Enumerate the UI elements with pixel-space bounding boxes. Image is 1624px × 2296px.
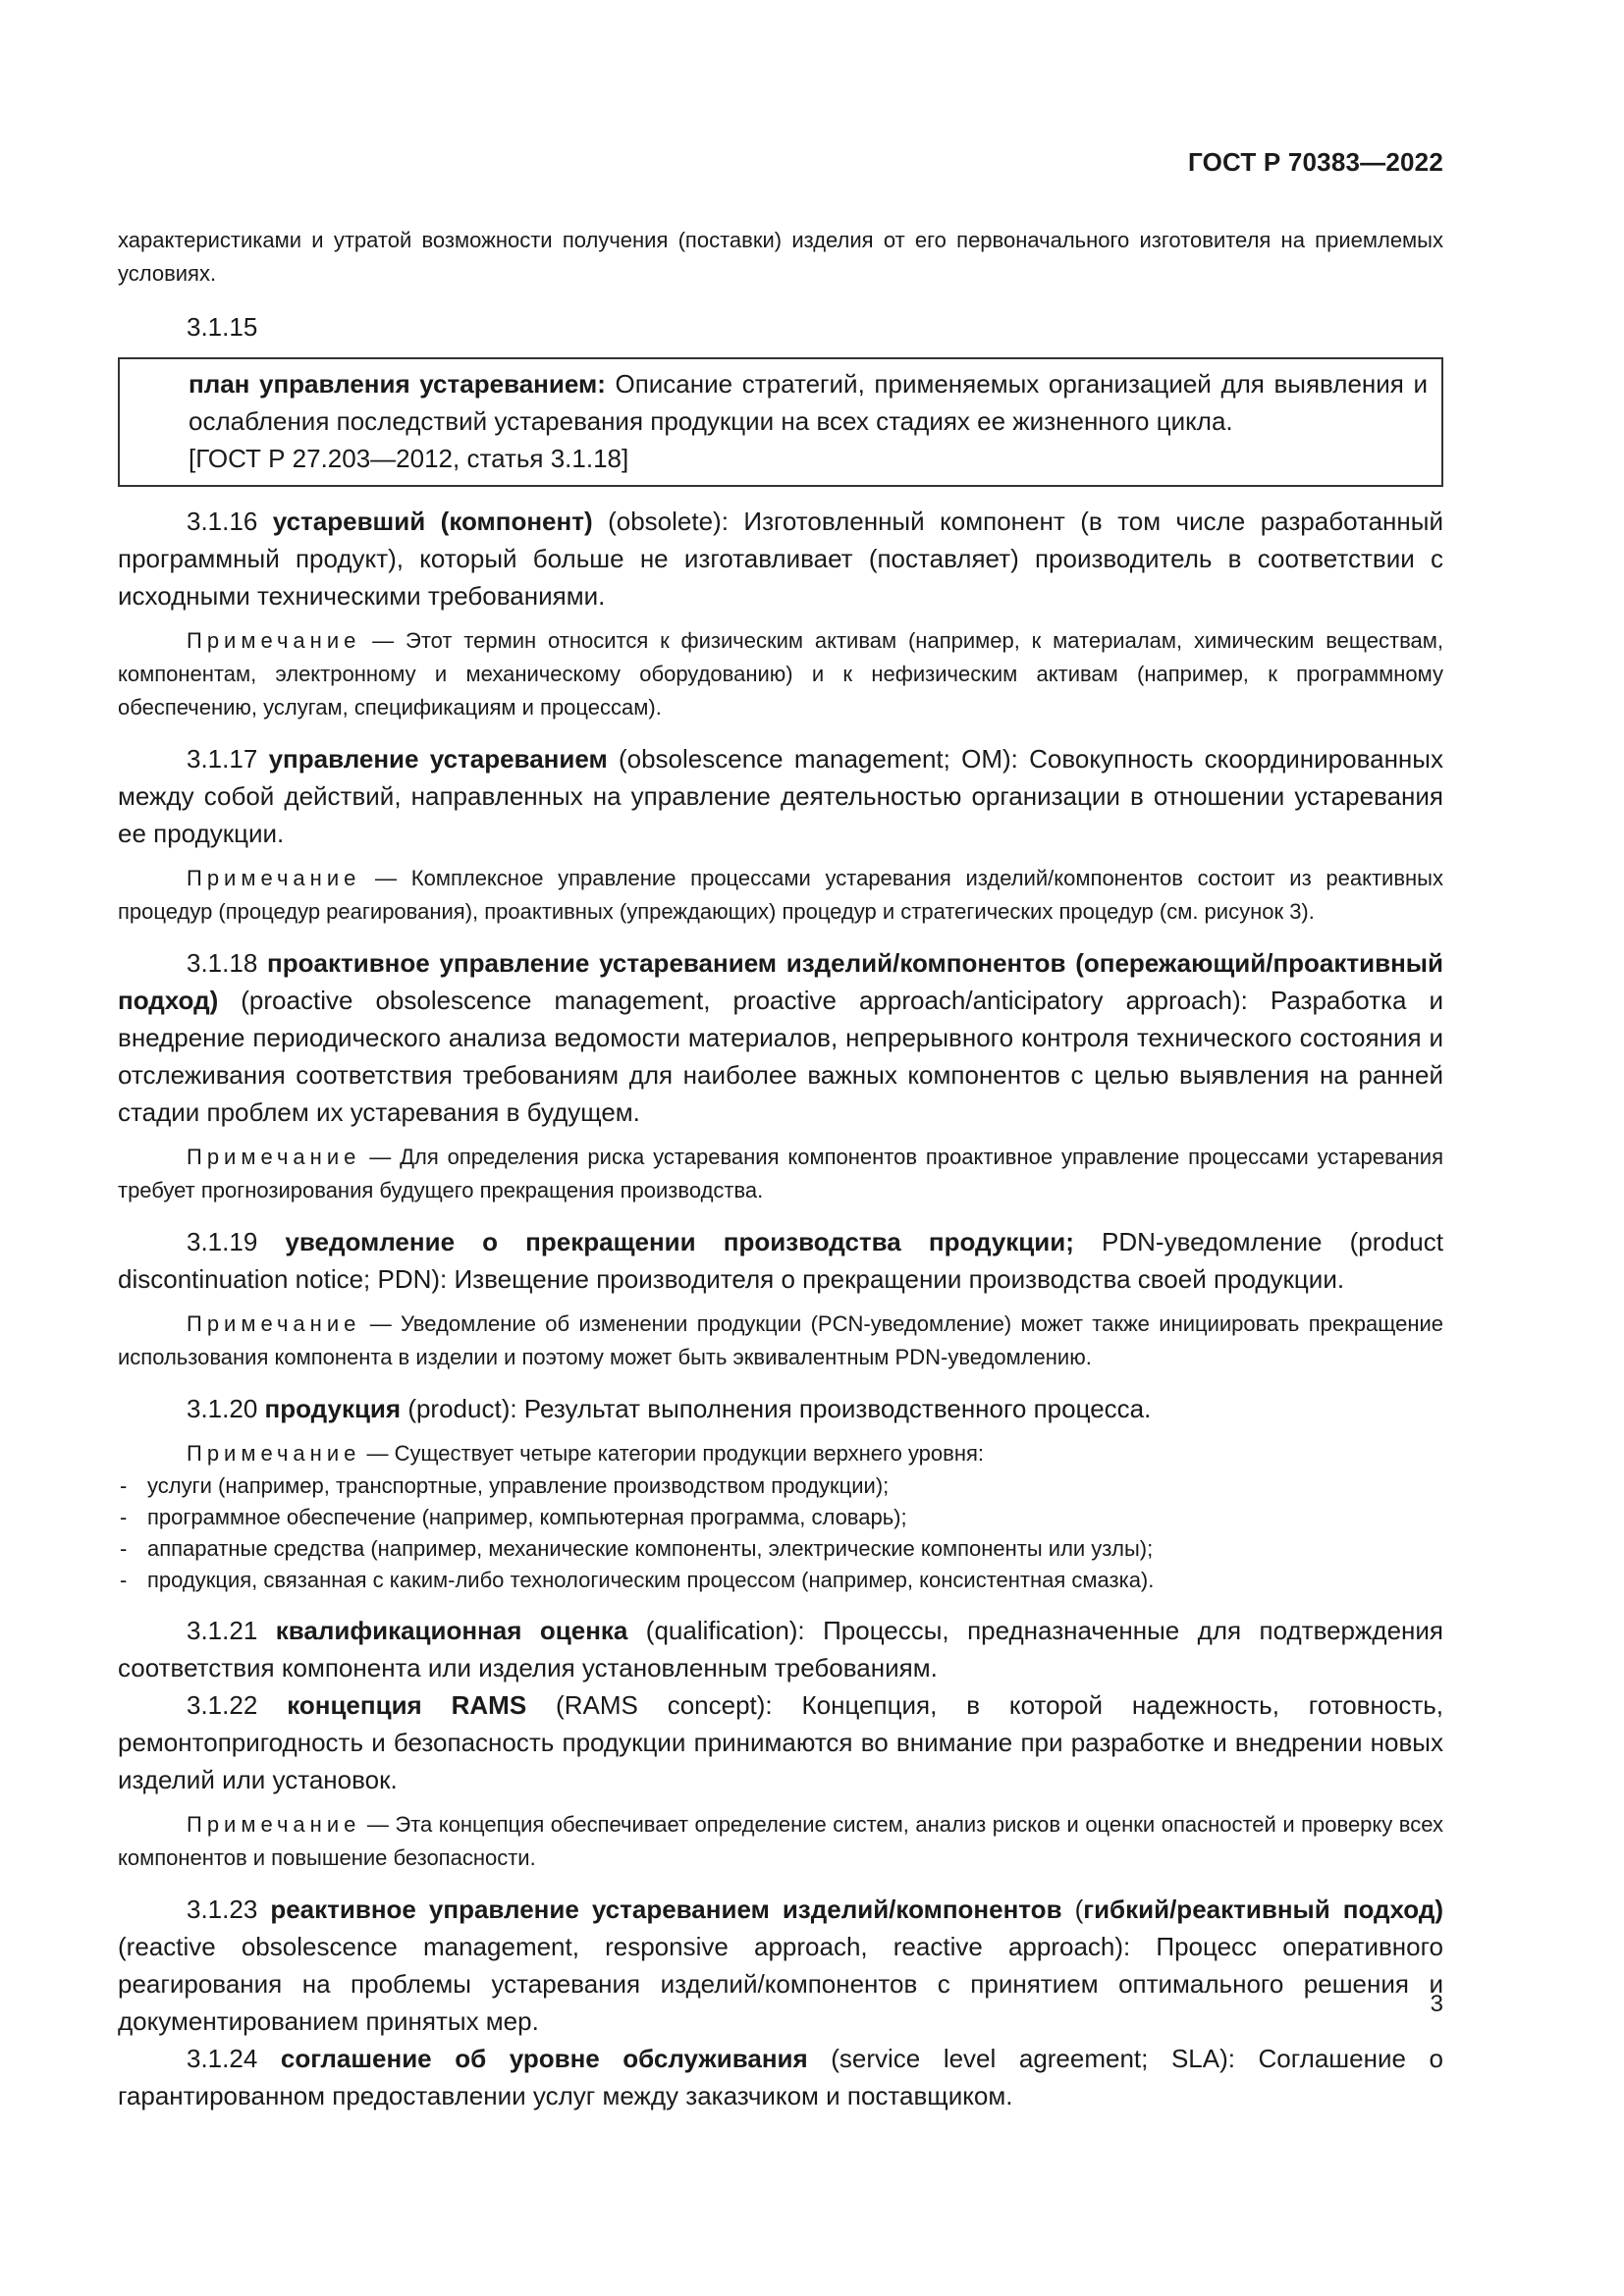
term-3-1-16	[118, 503, 1443, 614]
term-definition: (proactive obsolescence management, proactive approach/anticipatory approach): Разработка и внедрение периодического анализа ведомости материалов, непрерывного контроля технического состояния и отслеживания соответствия требованиям для наиболее важных компонентов с целью выявления на ранней стадии проблем их устаревания в будущем.	[118, 986, 1443, 1127]
term-name: проактивное управление устареванием изделий/компонентов (опережающий/проактивный подход)	[118, 948, 1443, 1015]
list-item: - программное обеспечение (например, компьютерная программа, словарь);	[118, 1502, 1443, 1533]
term-name: уведомление о прекращении производства продукции;	[285, 1227, 1074, 1256]
document-header: ГОСТ Р 70383—2022	[1188, 147, 1443, 177]
term-3-1-20	[118, 1390, 1443, 1427]
note-label: Примечание	[187, 1145, 361, 1169]
page-number: 3	[1430, 1991, 1443, 2017]
term-definition: (RAMS concept): Концепция, в которой надежность, готовность, ремонтопригодность и безопасность продукции принимаются во внимание при разработке и внедрении новых изделий или установок.	[118, 1690, 1443, 1794]
term-name: концепция RAMS	[287, 1690, 527, 1720]
note-text: — Уведомление об изменении продукции (PCN-уведомление) может также инициировать прекращение использования компонента в изделии и поэтому может быть эквивалентным PDN-уведомлению.	[118, 1311, 1443, 1369]
note-text: — Комплексное управление процессами устаревания изделий/компонентов состоит из реактивных процедур (процедур реагирования), проактивных (упреждающих) процедур и стратегических процедур (см. рисунок 3).	[118, 866, 1443, 924]
term-definition: (reactive obsolescence management, responsive approach, reactive approach): Процесс оперативного реагирования на проблемы устаревания изделий/компонентов с принятием оптимального решения и документированием принятых мер.	[118, 1932, 1443, 2036]
note-label: Примечание	[187, 1311, 361, 1336]
term-name: реактивное управление устареванием изделий/компонентов	[270, 1895, 1062, 1924]
term-number: 3.1.20	[187, 1394, 258, 1423]
box-term: план управления устареванием:	[189, 369, 606, 399]
note-3-1-22	[118, 1808, 1443, 1875]
term-name: продукция	[264, 1394, 402, 1423]
note-3-1-18	[118, 1141, 1443, 1207]
product-categories-list	[118, 1470, 1443, 1596]
term-number: 3.1.24	[187, 2044, 258, 2073]
term-definition: (service level agreement; SLA): Соглашение о гарантированном предоставлении услуг между заказчиком и поставщиком.	[118, 2044, 1443, 2110]
term-definition: (product): Результат выполнения производственного процесса.	[401, 1394, 1152, 1423]
term-3-1-23	[118, 1891, 1443, 2040]
term-3-1-18	[118, 944, 1443, 1131]
term-name: квалификационная оценка	[275, 1616, 628, 1645]
intro-paragraph: характеристиками и утратой возможности получения (поставки) изделия от его первоначального изготовителя на приемлемых условиях.	[118, 228, 1443, 286]
term-number: 3.1.18	[187, 948, 258, 978]
term-number: 3.1.23	[187, 1895, 258, 1924]
term-name-alt: гибкий/реактивный подход)	[1083, 1895, 1443, 1924]
term-number-3-1-15: 3.1.15	[187, 312, 258, 342]
document-body	[118, 224, 1443, 2114]
term-name: соглашение об уровне обслуживания	[280, 2044, 808, 2073]
quoted-definition-box	[118, 357, 1443, 487]
note-text: — Существует четыре категории продукции верхнего уровня:	[360, 1441, 985, 1466]
note-3-1-20	[118, 1437, 1443, 1470]
list-item: - аппаратные средства (например, механические компоненты, электрические компоненты или узлы);	[118, 1533, 1443, 1565]
term-paren: (	[1061, 1895, 1084, 1924]
term-3-1-24	[118, 2040, 1443, 2114]
term-number: 3.1.17	[187, 744, 258, 774]
term-definition: PDN-уведомление (product discontinuation notice; PDN): Извещение производителя о прекращении производства своей продукции.	[118, 1227, 1443, 1294]
term-name: управление устареванием	[268, 744, 608, 774]
list-item: - продукция, связанная с каким-либо технологическим процессом (например, консистентная смазка).	[118, 1565, 1443, 1596]
term-definition: (obsolescence management; OM): Совокупность скоординированных между собой действий, направленных на управление деятельностью организации в отношении устаревания ее продукции.	[118, 744, 1443, 848]
term-3-1-17	[118, 740, 1443, 852]
term-3-1-19	[118, 1223, 1443, 1298]
note-label: Примечание	[187, 1441, 361, 1466]
note-3-1-19	[118, 1308, 1443, 1374]
box-reference: [ГОСТ Р 27.203—2012, статья 3.1.18]	[189, 444, 629, 473]
note-text: — Для определения риска устаревания компонентов проактивное управление процессами устаревания требует прогнозирования будущего прекращения производства.	[118, 1145, 1443, 1202]
box-definition: Описание стратегий, применяемых организацией для выявления и ослабления последствий устаревания продукции на всех стадиях ее жизненного цикла.	[189, 369, 1429, 436]
note-text: — Этот термин относится к физическим активам (например, к материалам, химическим веществам, компонентам, электронному и механическому оборудованию) и к нефизическим активам (например, к программному обеспечению, услугам, спецификациям и процессам).	[118, 628, 1443, 720]
note-label: Примечание	[187, 866, 361, 890]
note-label: Примечание	[187, 628, 361, 653]
term-number: 3.1.19	[187, 1227, 258, 1256]
term-3-1-21	[118, 1612, 1443, 1686]
note-3-1-16	[118, 624, 1443, 724]
term-3-1-22	[118, 1686, 1443, 1798]
note-label: Примечание	[187, 1812, 361, 1837]
note-text: — Эта концепция обеспечивает определение систем, анализ рисков и оценки опасностей и проверку всех компонентов и повышение безопасности.	[118, 1812, 1443, 1870]
list-item: - услуги (например, транспортные, управление производством продукции);	[118, 1470, 1443, 1502]
term-number: 3.1.16	[187, 507, 258, 536]
term-number: 3.1.21	[187, 1616, 258, 1645]
note-3-1-17	[118, 862, 1443, 929]
term-name: устаревший (компонент)	[272, 507, 593, 536]
term-definition: (obsolete): Изготовленный компонент (в том числе разработанный программный продукт), который больше не изготавливает (поставляет) производитель в соответствии с исходными техническими требованиями.	[118, 507, 1443, 611]
term-number: 3.1.22	[187, 1690, 258, 1720]
term-definition: (qualification): Процессы, предназначенные для подтверждения соответствия компонента или изделия установленным требованиям.	[118, 1616, 1443, 1682]
